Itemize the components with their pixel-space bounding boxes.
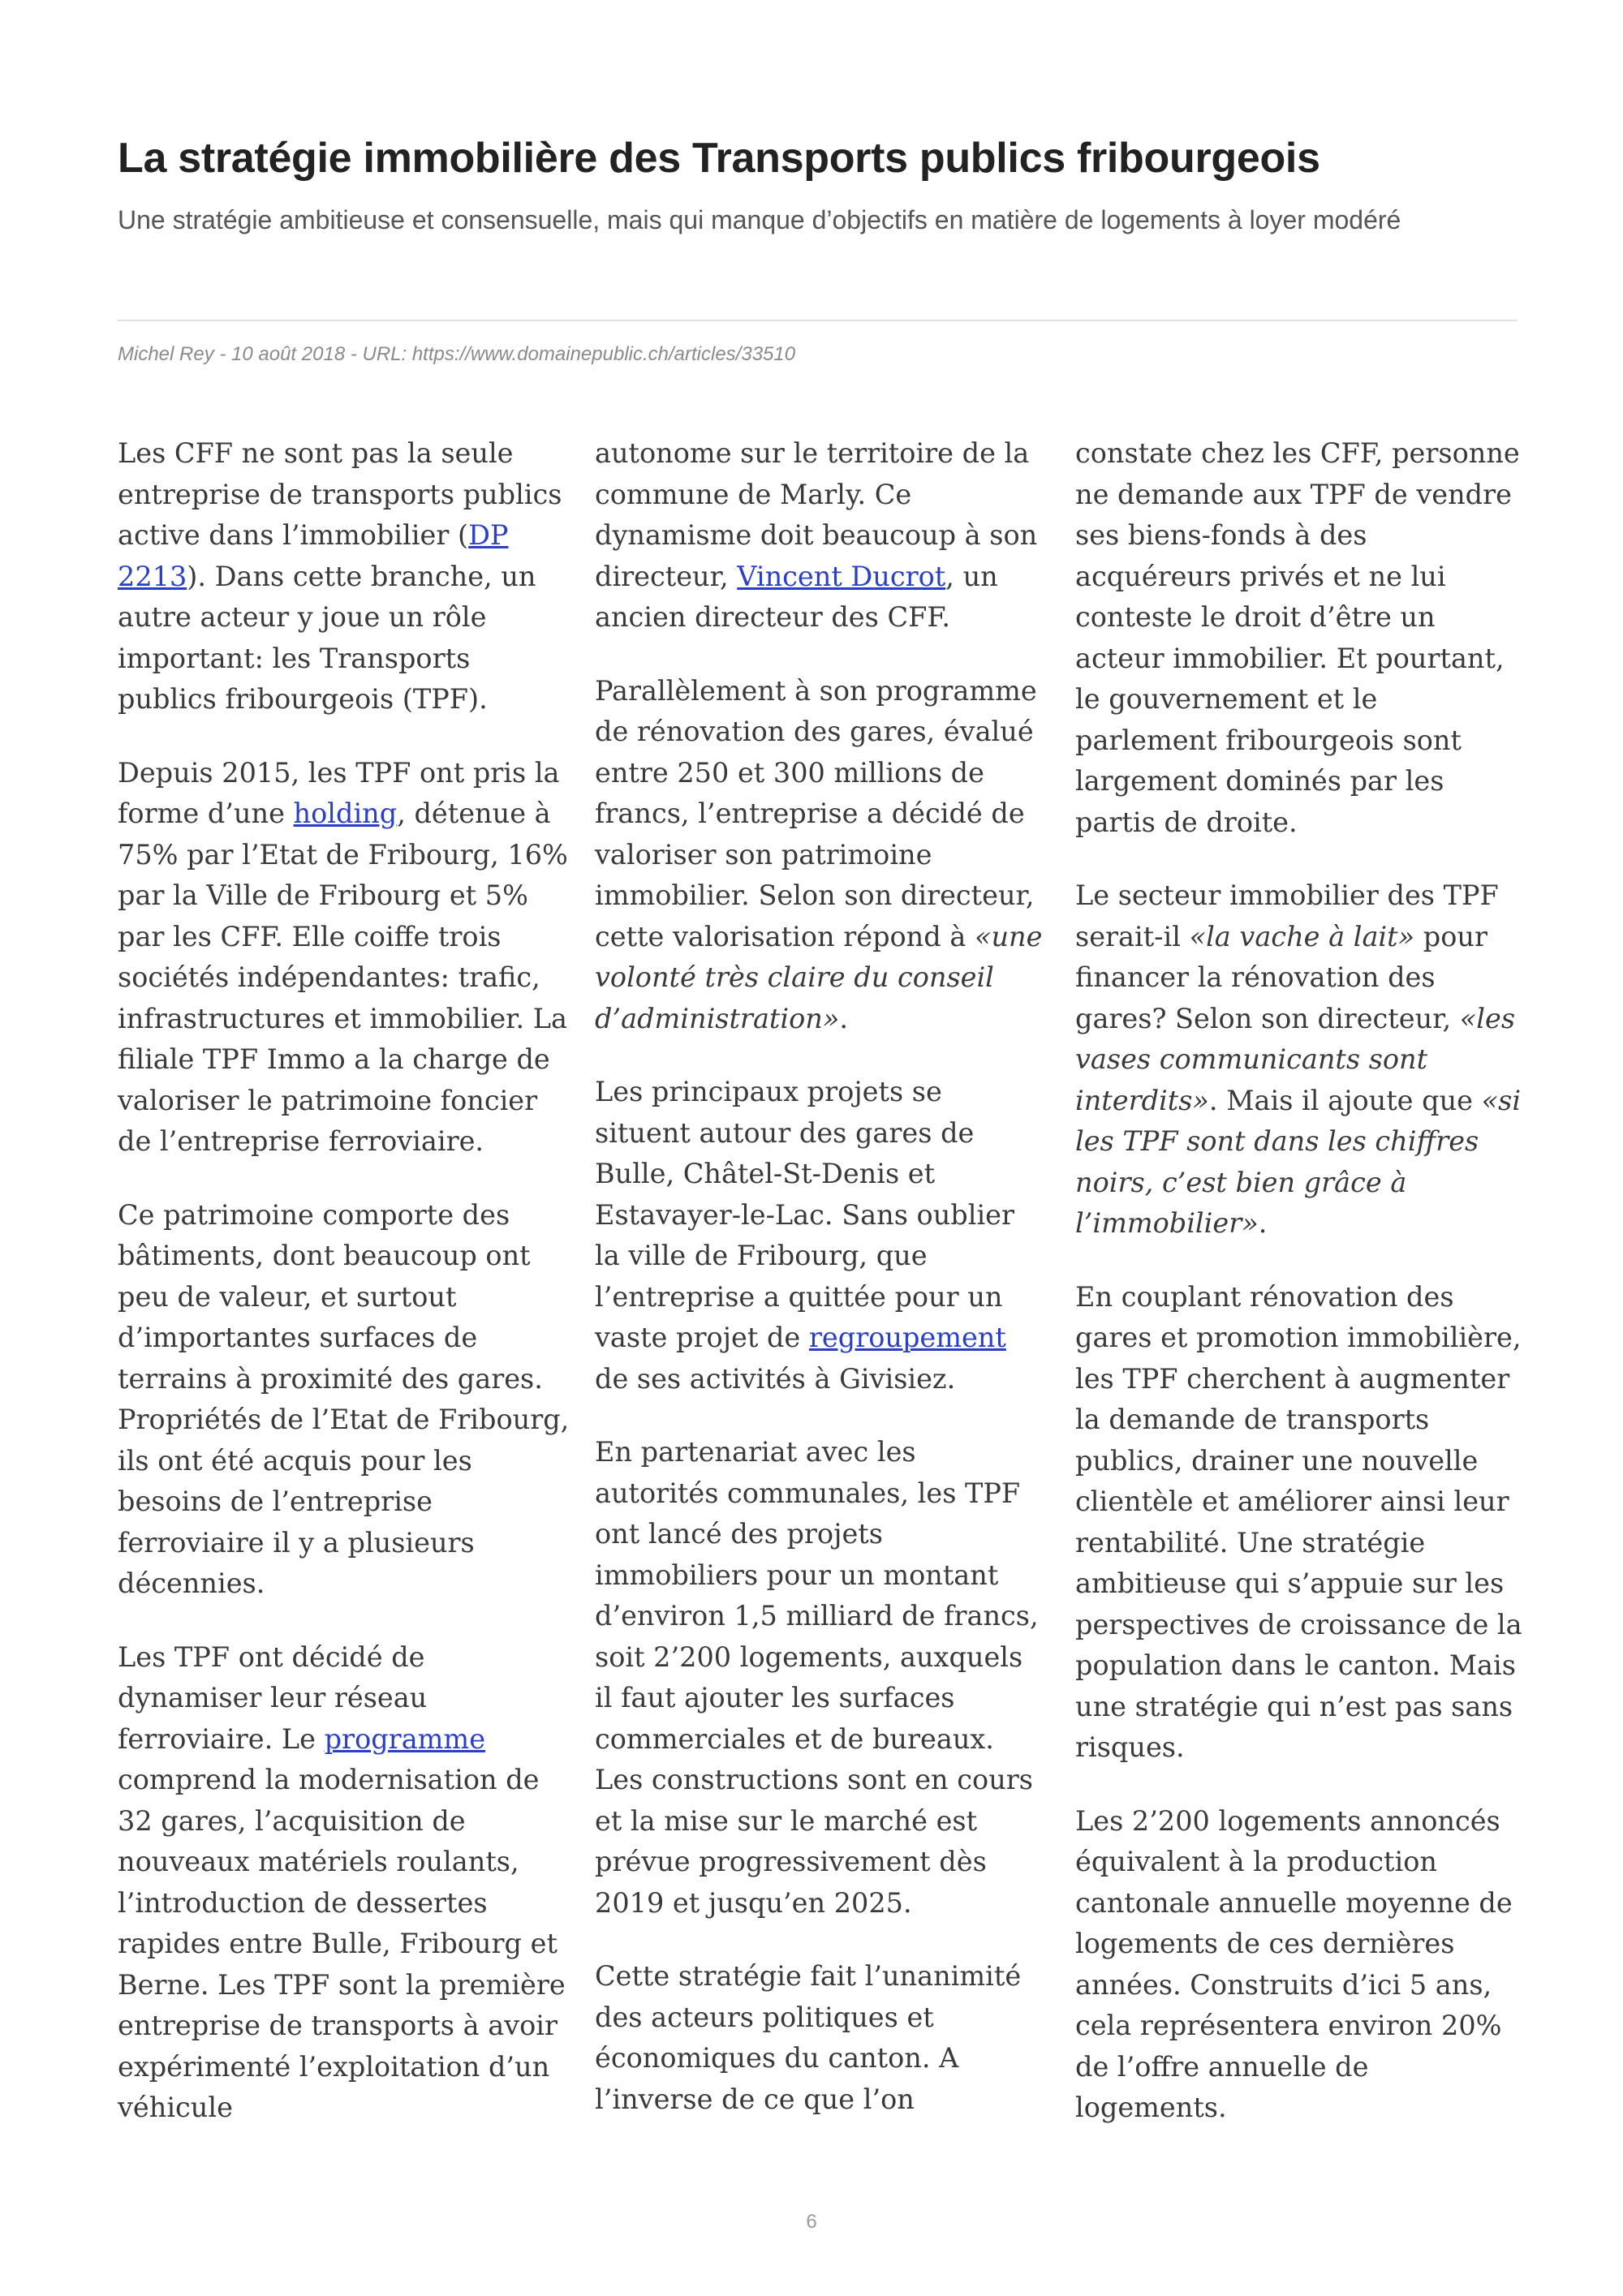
paragraph (595, 671, 1046, 1040)
header-divider (118, 320, 1518, 321)
text-column-1 (118, 433, 572, 2161)
paragraph: En couplant rénovation des gares et promotion immobilière, les TPF cherchent à augmenter la demande de transports publics, drainer une nouvelle clientèle et améliorer ainsi leur rentabilité. Une stratégie ambitieuse qui s’appuie sur les perspectives de croissance de la population dans le canton. Mais une stratégie qui n’est pas sans risques. (1075, 1280, 1522, 1763)
text-run: . (839, 1002, 848, 1034)
quote-emphasis: «une volonté très claire du conseil d’administration» (595, 920, 1043, 1034)
paragraph (595, 433, 1046, 638)
paragraph (118, 1637, 572, 2129)
text-column-2 (595, 433, 1046, 2152)
paragraph: Ce patrimoine comporte des bâtiments, dont beaucoup ont peu de valeur, et surtout d’importantes surfaces de terrains à proximité des gares. Propriétés de l’Etat de Fribourg, ils ont été acquis pour les besoins de l’entreprise ferroviaire il y a plusieurs décennies. (118, 1198, 570, 1599)
text-column-3 (1075, 433, 1526, 2161)
text-run: . (1258, 1207, 1268, 1239)
text-run: Depuis 2015, les TPF ont pris la forme d’une (118, 756, 560, 829)
text-run: comprend la modernisation de 32 gares, l’acquisition de nouveaux matériels roulants, l’introduction de dessertes rapides entre Bulle, Fribourg et Berne. Les TPF sont la première entreprise de transports à avoir expérimenté l’exploitation d’un véhicule (118, 1764, 566, 2123)
paragraph (1075, 875, 1526, 1245)
paragraph: Les 2’200 logements annoncés équivalent à la production cantonale annuelle moyenne de logements de ces dernières années. Construits d’ici 5 ans, cela représentera environ 20% de l’offre annuelle de logements. (1075, 1804, 1513, 2123)
text-run: , un ancien directeur des CFF. (595, 560, 998, 633)
text-run: de ses activités à Givisiez. (595, 1362, 956, 1395)
paragraph (118, 753, 572, 1163)
link-holding[interactable]: holding (293, 798, 398, 829)
page-number: 6 (806, 2211, 817, 2233)
link-vincent-ducrot[interactable]: Vincent Ducrot (737, 560, 946, 592)
text-run: Les principaux projets se situent autour des gares de Bulle, Châtel-St-Denis et Estavayer-le-Lac. Sans oublier la ville de Fribourg, que l’entreprise a quittée pour un vaste projet de (595, 1076, 1014, 1353)
text-run: autonome sur le territoire de la commune de Marly. Ce dynamisme doit beaucoup à son directeur, (595, 437, 1038, 592)
quote-emphasis: «si les TPF sont dans les chiffres noirs, c’est bien grâce à l’immobilier» (1075, 1084, 1522, 1239)
quote-emphasis: «les vases communicants sont interdits» (1075, 1002, 1516, 1116)
link-programme[interactable]: programme (324, 1722, 486, 1755)
text-run: Parallèlement à son programme de rénovation des gares, évalué entre 250 et 300 millions de francs, l’entreprise a décidé de valoriser son patrimoine immobilier. Selon son directeur, cette valorisation répond à (595, 674, 1037, 952)
text-run: Les CFF ne sont pas la seule entreprise de transports publics active dans l’immobilier ( (118, 437, 562, 551)
article-title: La stratégie immobilière des Transports publics fribourgeois (118, 135, 1320, 182)
article-subtitle: Une stratégie ambitieuse et consensuelle, mais qui manque d’objectifs en matière de logements à loyer modéré (118, 205, 1401, 234)
link-dp-2213[interactable]: DP 2213 (118, 519, 509, 592)
text-run: pour financer la rénovation des gares? Selon son directeur, (1075, 920, 1487, 1034)
paragraph: Cette stratégie fait l’unanimité des acteurs politiques et économiques du canton. A l’inverse de ce que l’on (595, 1960, 1022, 2115)
quote-emphasis: «la vache à lait» (1189, 920, 1415, 952)
article-byline: Michel Rey - 10 août 2018 - URL: https://www.domainepublic.ch/articles/33510 (118, 343, 796, 365)
paragraph: En partenariat avec les autorités communales, les TPF ont lancé des projets immobiliers pour un montant d’environ 1,5 milliard de francs, soit 2’200 logements, auxquels il faut ajouter les surfaces commerciales et de bureaux. Les constructions sont en cours et la mise sur le marché est prévue progressivement dès 2019 et jusqu’en 2025. (595, 1436, 1039, 1919)
text-run: Les TPF ont décidé de dynamiser leur réseau ferroviaire. Le (118, 1640, 428, 1755)
text-run: , détenue à 75% par l’Etat de Fribourg, 16% par la Ville de Fribourg et 5% par les CFF. Elle coiffe trois sociétés indépendantes: trafic, infrastructures et immobilier. La filiale TPF Immo a la charge de valoriser le patrimoine foncier de l’entreprise ferroviaire. (118, 798, 568, 1157)
paragraph (595, 1072, 1046, 1400)
text-run: ). Dans cette branche, un autre acteur y joue un rôle important: les Transports publics fribourgeois (TPF). (118, 560, 536, 715)
paragraph: constate chez les CFF, personne ne demande aux TPF de vendre ses biens-fonds à des acquéreurs privés et ne lui conteste le droit d’être un acteur immobilier. Et pourtant, le gouvernement et le parlement fribourgeois sont largement dominés par les partis de droite. (1075, 437, 1520, 838)
paragraph (118, 433, 572, 720)
link-regroupement[interactable]: regroupement (808, 1322, 1006, 1353)
text-run: Le secteur immobilier des TPF serait-il (1075, 879, 1499, 952)
text-run: . Mais il ajoute que (1208, 1084, 1482, 1116)
